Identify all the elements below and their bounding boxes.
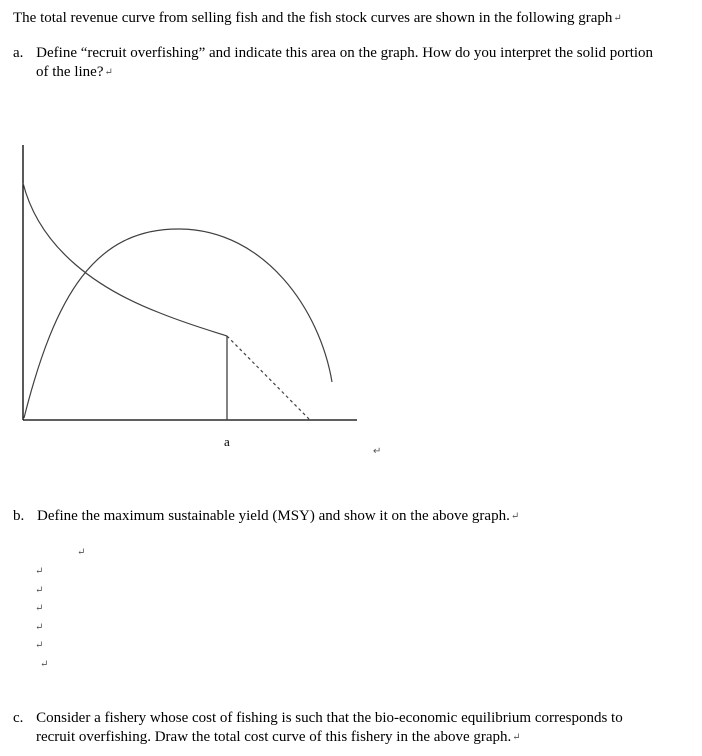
paragraph-mark-icon: ↵ <box>35 566 44 577</box>
paragraph-mark-icon: ↵ <box>35 622 44 633</box>
question-b-letter: b. <box>13 508 25 524</box>
total-revenue-curve <box>24 229 332 418</box>
question-a-letter: a. <box>13 45 24 61</box>
question-c-line2: recruit overfishing. Draw the total cost curve of this fishery in the above graph. <box>36 729 512 745</box>
fish-stock-curve-dashed <box>227 336 309 419</box>
intro-text-content: The total revenue curve from selling fish and the fish stock curves are shown in the following graph <box>13 10 613 26</box>
question-a-line1: Define “recruit overfishing” and indicate this area on the graph. How do you interpret the solid portion <box>36 45 654 61</box>
paragraph-mark-icon: ↵ <box>35 585 44 596</box>
question-c-letter: c. <box>13 710 24 726</box>
question-b-text: Define the maximum sustainable yield (MSY) and show it on the above graph. <box>37 508 510 524</box>
question-c-continued <box>36 729 521 746</box>
question-c-line1: Consider a fishery whose cost of fishing is such that the bio-economic equilibrium corresponds to <box>36 710 623 726</box>
paragraph-mark-icon: ↵ <box>40 659 49 670</box>
paragraph-mark-icon: ↵ <box>373 446 382 457</box>
question-c <box>13 710 623 727</box>
point-a-label: a <box>224 434 230 449</box>
fish-stock-curve-solid <box>23 183 227 336</box>
paragraph-mark-icon: ↵ <box>104 67 113 78</box>
paragraph-mark-icon: ↵ <box>35 603 44 614</box>
paragraph-mark-icon: ↵ <box>510 511 520 522</box>
paragraph-mark-icon: ↵ <box>35 640 44 651</box>
question-a-line2: of the line? <box>36 64 104 80</box>
question-b <box>13 508 519 525</box>
paragraph-mark-icon: ↵ <box>613 13 622 24</box>
paragraph-mark-icon: ↵ <box>77 547 86 558</box>
paragraph-mark-icon: ↵ <box>512 732 521 743</box>
